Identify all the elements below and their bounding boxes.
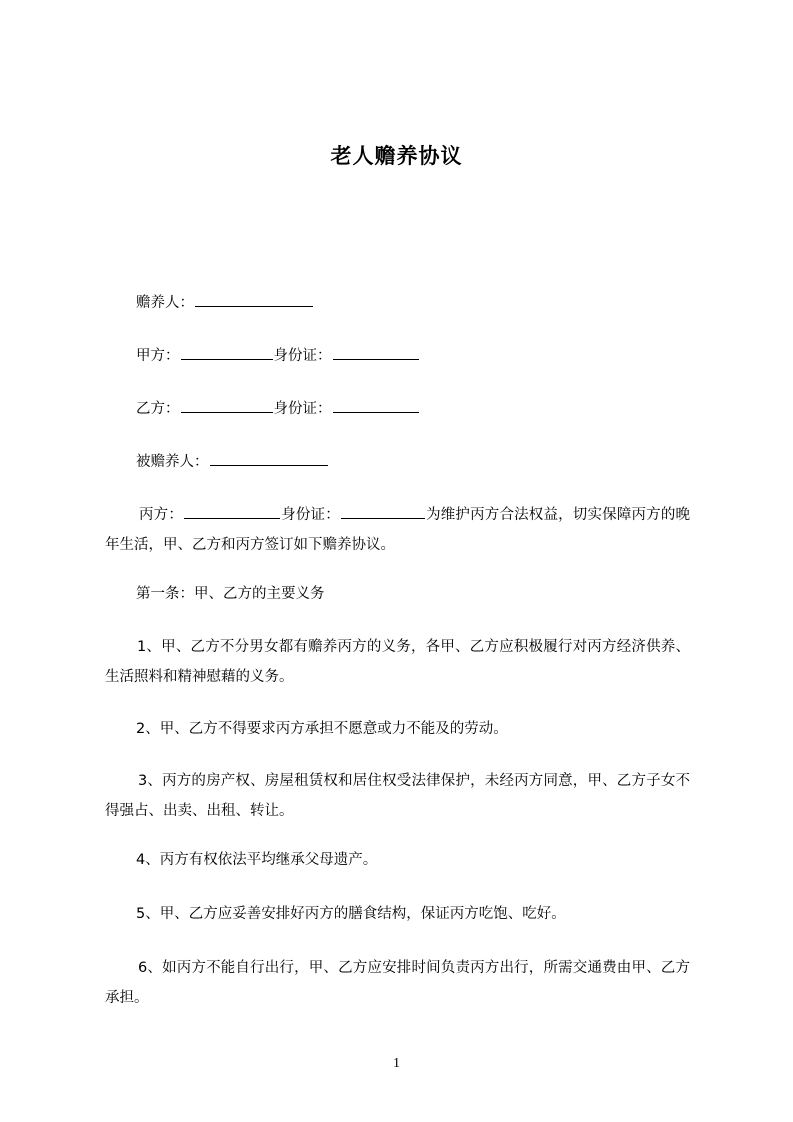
intro-text: 为维护丙方合法权益，切实保障丙方的晚年生活，甲、乙方和丙方签订如下赡养协议。 <box>105 507 691 553</box>
supported-label: 被赡养人： <box>136 454 209 470</box>
party-c-id-blank[interactable] <box>341 504 425 519</box>
clause-4: 4、丙方有权依法平均继承父母遗产。 <box>136 852 378 868</box>
clause-2: 2、甲、乙方不得要求丙方承担不愿意或力不能及的劳动。 <box>136 721 508 737</box>
party-b-line <box>136 398 420 419</box>
party-a-id-blank[interactable] <box>333 345 419 360</box>
page-number: 1 <box>393 1056 400 1071</box>
party-b-id-label: 身份证： <box>273 401 332 417</box>
party-a-label: 甲方： <box>136 348 180 364</box>
clause-5: 5、甲、乙方应妥善安排好丙方的膳食结构，保证丙方吃饱、吃好。 <box>136 906 566 922</box>
party-a-id-label: 身份证： <box>273 348 332 364</box>
party-c-name-blank[interactable] <box>184 504 280 519</box>
party-b-name-blank[interactable] <box>181 398 273 413</box>
party-b-label: 乙方： <box>136 401 180 417</box>
party-c-id-label: 身份证： <box>281 507 340 523</box>
party-a-name-blank[interactable] <box>181 345 273 360</box>
party-b-id-blank[interactable] <box>333 398 419 413</box>
supporter-line <box>136 292 314 313</box>
party-a-line <box>136 345 420 366</box>
clause-6: 6、如丙方不能自行出行，甲、乙方应安排时间负责丙方出行，所需交通费由甲、乙方承担。 <box>105 960 690 1006</box>
article1-heading: 第一条：甲、乙方的主要义务 <box>136 586 325 602</box>
supported-blank[interactable] <box>210 451 328 466</box>
supported-line <box>136 451 329 472</box>
party-c-label: 丙方： <box>139 507 184 523</box>
clause-1: 1、甲、乙方不分男女都有赡养丙方的义务，各甲、乙方应积极履行对丙方经济供养、生活照料和精神慰藉的义务。 <box>105 639 690 685</box>
intro-paragraph <box>105 500 690 560</box>
supporter-blank[interactable] <box>195 292 313 307</box>
supporter-label: 赡养人： <box>136 295 194 311</box>
clause-3: 3、丙方的房产权、房屋租赁权和居住权受法律保护，未经丙方同意，甲、乙方子女不得强占、出卖、出租、转让。 <box>105 773 690 819</box>
document-title: 老人赡养协议 <box>330 144 463 168</box>
